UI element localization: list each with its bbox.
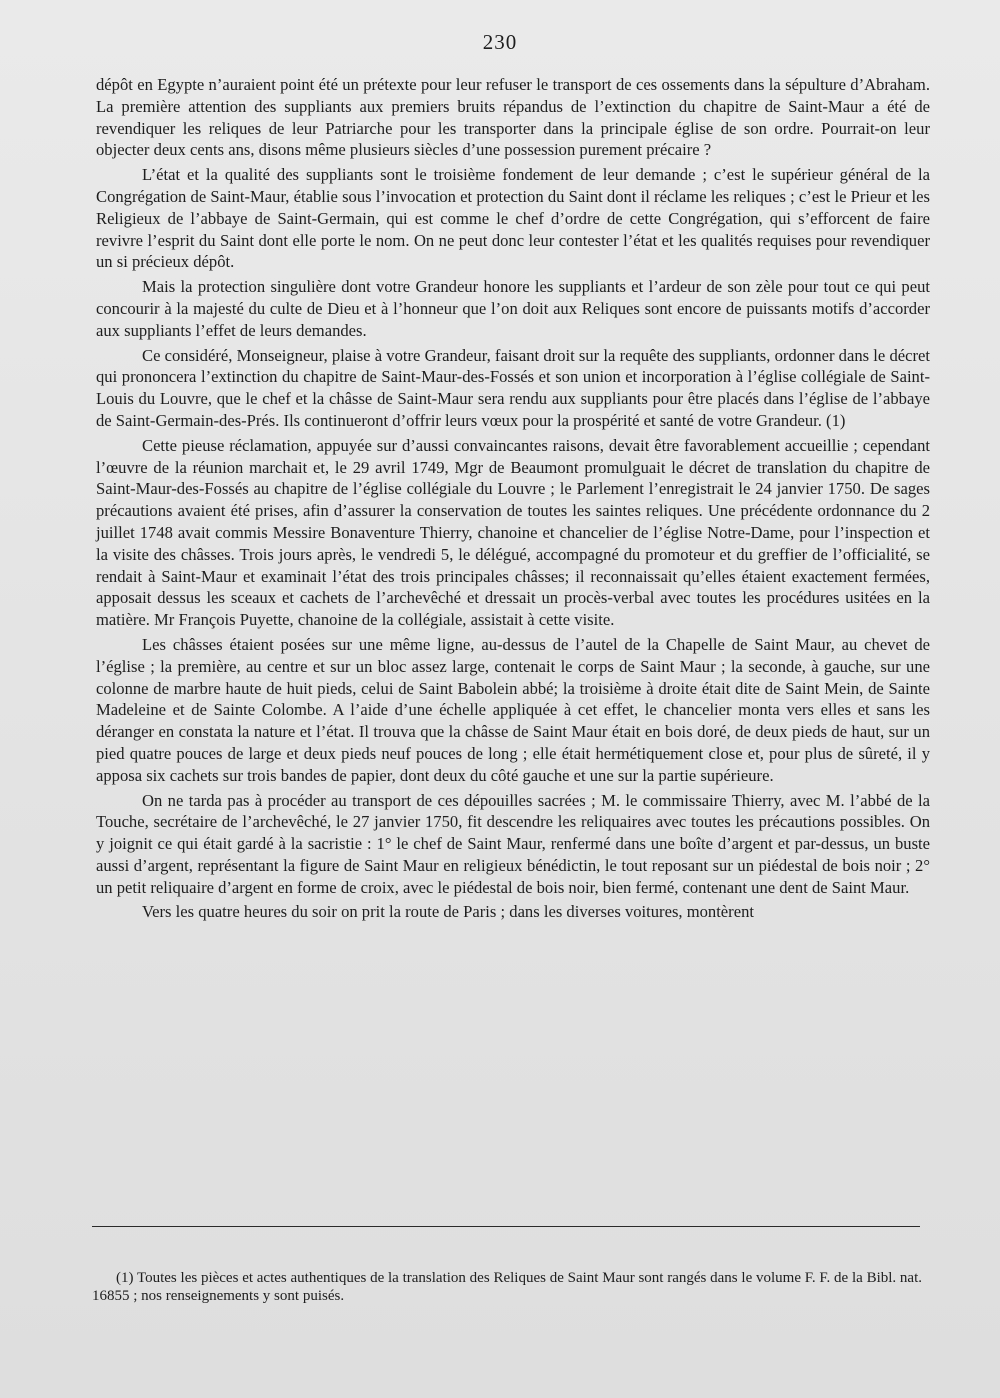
paragraph-7: On ne tarda pas à procéder au transport de ces dépouilles sacrées ; M. le commissaire Thierry, avec M. l’abbé de la Touche, secrétaire de l’archevêché, le 27 janvier 1750, fit descendre les reliquaires avec toutes les précautions possibles. On y joignit ce qui était gardé à la sacristie : 1° le chef de Saint Maur, renfermé dans une boîte d’argent et par-dessus, un buste aussi d’argent, représentant la figure de Saint Maur en religieux bénédictin, le tout reposant sur un piédestal de bois noir ; 2° un petit reliquaire d’argent en forme de croix, avec le piédestal de bois noir, bien fermé, contenant une dent de Saint Maur. [96, 790, 930, 897]
paragraph-4: Ce considéré, Monseigneur, plaise à votre Grandeur, faisant droit sur la requête des suppliants, ordonner dans le décret qui prononcera l’extinction du chapitre de Saint-Maur-des-Fossés et son union et incorporation à l’église collégiale de Saint-Louis du Louvre, que le chef et la châsse de Saint-Maur sera rendu aux suppliants pour être placés dans l’église de l’abbaye de Saint-Germain-des-Prés. Ils continueront d’offrir leurs vœux pour la prospérité et santé de votre Grandeur. (1) [96, 345, 930, 430]
footnote: (1) Toutes les pièces et actes authentiques de la translation des Reliques de Saint Maur sont rangés dans le volume F. F. de la Bibl. nat. 16855 ; nos renseignements y sont puisés. [92, 1270, 922, 1304]
paragraph-6: Les châsses étaient posées sur une même ligne, au-dessus de l’autel de la Chapelle de Saint Maur, au chevet de l’église ; la première, au centre et sur un bloc assez large, contenait le corps de Saint Maur ; la seconde, à gauche, sur une colonne de marbre haute de huit pieds, celui de Saint Babolein abbé; la troisième à droite était dite de Saint Mein, de Sainte Madeleine et de Sainte Colombe. A l’aide d’une échelle appliquée à cet effet, le chancelier monta vers elles et sans les déranger en constata la nature et l’état. Il trouva que la châsse de Saint Maur était en bois doré, de deux pieds de haut, sur un pied quatre pouces de large et deux pieds neuf pouces de long ; elle était hermétiquement close et, pour plus de sûreté, il y apposa six cachets sur trois bandes de papier, dont deux du côté gauche et une sur la partie supérieure. [96, 634, 930, 785]
page-number: 230 [482, 30, 518, 54]
body-text [96, 74, 930, 926]
paragraph-2: L’état et la qualité des suppliants sont le troisième fondement de leur demande ; c’est le supérieur général de la Congrégation de Saint-Maur, établie sous l’invocation et protection du Saint dont il réclame les reliques ; c’est le Prieur et les Religieux de l’abbaye de Saint-Germain, qui est comme le chef d’ordre de cette Congrégation, qui s’efforcent de faire revivre l’esprit du Saint dont elle porte le nom. On ne peut donc leur contester l’état et les qualités requises pour revendiquer un si précieux dépôt. [96, 165, 930, 272]
paragraph-3: Mais la protection singulière dont votre Grandeur honore les suppliants et l’ardeur de son zèle pour tout ce qui peut concourir à la majesté du culte de Dieu et à l’honneur que l’on doit aux Reliques sont encore de puissants motifs d’accorder aux suppliants l’effet de leurs demandes. [96, 277, 930, 340]
paragraph-1: dépôt en Egypte n’auraient point été un prétexte pour leur refuser le transport de ces ossements dans la sépulture d’Abraham. La première attention des suppliants aux premiers bruits répandus de l’extinction du chapitre de Saint-Maur a été de revendiquer les reliques de leur Patriarche pour les transporter dans la principale église de son ordre. Pourrait-on leur objecter deux cents ans, disons même plusieurs siècles d’une possession purement précaire ? [96, 75, 930, 160]
paragraph-5: Cette pieuse réclamation, appuyée sur d’aussi convaincantes raisons, devait être favorablement accueillie ; cependant l’œuvre de la réunion marchait et, le 29 avril 1749, Mgr de Beaumont promulguait le décret de translation du chapitre de Saint-Maur-des-Fossés au chapitre de l’église collégiale du Louvre ; le Parlement l’enregistrait le 24 janvier 1750. De sages précautions avaient été prises, afin d’assurer la conservation de toutes les saintes reliques. Une précédente ordonnance du 2 juillet 1748 avait commis Messire Bonaventure Thierry, chanoine et chancelier de l’église Notre-Dame, pour l’inspection et la visite des châsses. Trois jours après, le vendredi 5, le délégué, accompagné du promoteur et du greffier de l’officialité, se rendait à Saint-Maur et examinait l’état des trois principales châsses; il reconnaissait qu’elles étaient exactement fermées, apposait dessus les sceaux et cachets de l’archevêché et dressait un procès-verbal avec toutes les procédures usitées en la matière. Mr François Puyette, chanoine de la collégiale, assistait à cette visite. [96, 435, 930, 630]
paragraph-8: Vers les quatre heures du soir on prit la route de Paris ; dans les diverses voitures, montèrent [142, 902, 754, 922]
footnote-divider [92, 1226, 920, 1227]
